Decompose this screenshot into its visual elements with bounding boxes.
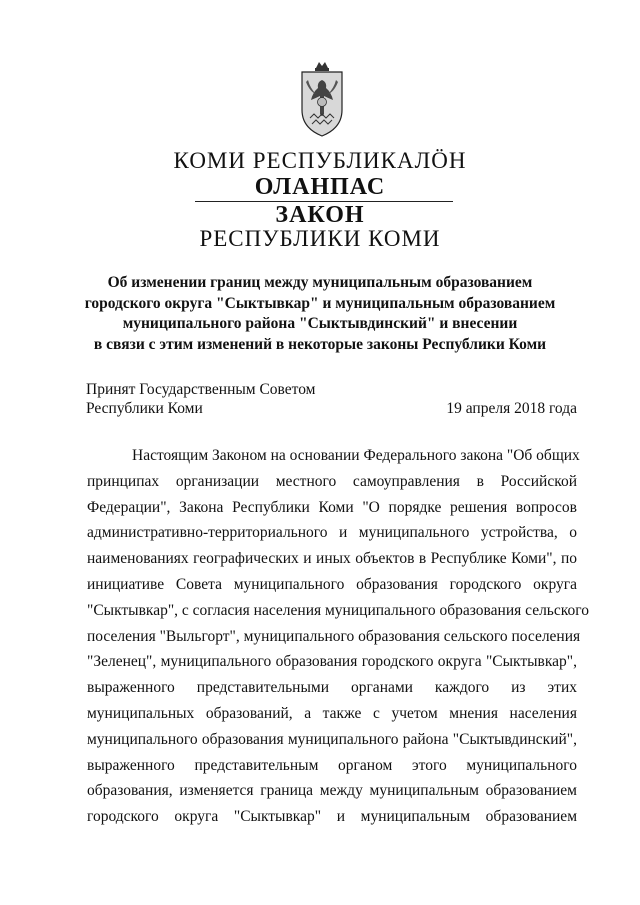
adoption-statement [86, 380, 316, 418]
header-olanpas: ОЛАНПАС [254, 174, 386, 200]
body-line: поселения "Выльгорт", муниципального образования сельского поселения [87, 627, 581, 645]
body-line: выраженного представительным органом этого муниципального [87, 756, 577, 774]
body-paragraph [87, 443, 589, 830]
body-line: муниципального образования муниципального района "Сыктывдинский", [87, 730, 577, 748]
title-line: муниципального района "Сыктывдинский" и внесении [122, 315, 518, 332]
title-line: городского округа "Сыктывкар" и муниципальным образованием [84, 294, 556, 312]
header-respubliki-komi: РЕСПУБЛИКИ КОМИ [199, 226, 441, 251]
body-line: выраженного представительными органами каждого из этих [87, 679, 577, 697]
header-komi-line: КОМИ РЕСПУБЛИКАЛӦН [173, 148, 467, 173]
body-line: муниципальных образований, а также с учетом мнения населения [87, 704, 577, 722]
komi-coat-of-arms-icon [296, 58, 348, 138]
title-line: Об изменении границ между муниципальным образованием [107, 274, 533, 291]
law-title [60, 273, 580, 355]
body-line: образования, изменяется граница между муниципальным образованием [87, 782, 577, 800]
body-line: Настоящим Законом на основании Федерального закона "Об общих [132, 447, 580, 464]
body-line: инициативе Совета муниципального образования городского округа [87, 575, 577, 593]
adoption-line: Республики Коми [86, 400, 203, 417]
body-line: административно-территориального и муниципального устройства, о [87, 524, 577, 542]
body-line: наименованиях географических и иных объектов в Республике Коми", по [87, 550, 577, 568]
adoption-line: Принят Государственным Советом [86, 381, 316, 398]
body-line: городского округа "Сыктывкар" и муниципальным образованием [87, 808, 577, 826]
title-line: в связи с этим изменений в некоторые законы Республики Коми [93, 335, 547, 353]
adoption-date: 19 апреля 2018 года [446, 400, 577, 417]
body-line: "Зеленец", муниципального образования городского округа "Сыктывкар", [87, 653, 577, 671]
body-line: принципах организации местного самоуправления в Российской [87, 472, 577, 490]
body-line: Федерации", Закона Республики Коми "О порядке решения вопросов [87, 498, 577, 516]
header-zakon: ЗАКОН [275, 202, 365, 228]
body-line: "Сыктывкар", с согласия населения муниципального образования сельского [87, 601, 589, 619]
